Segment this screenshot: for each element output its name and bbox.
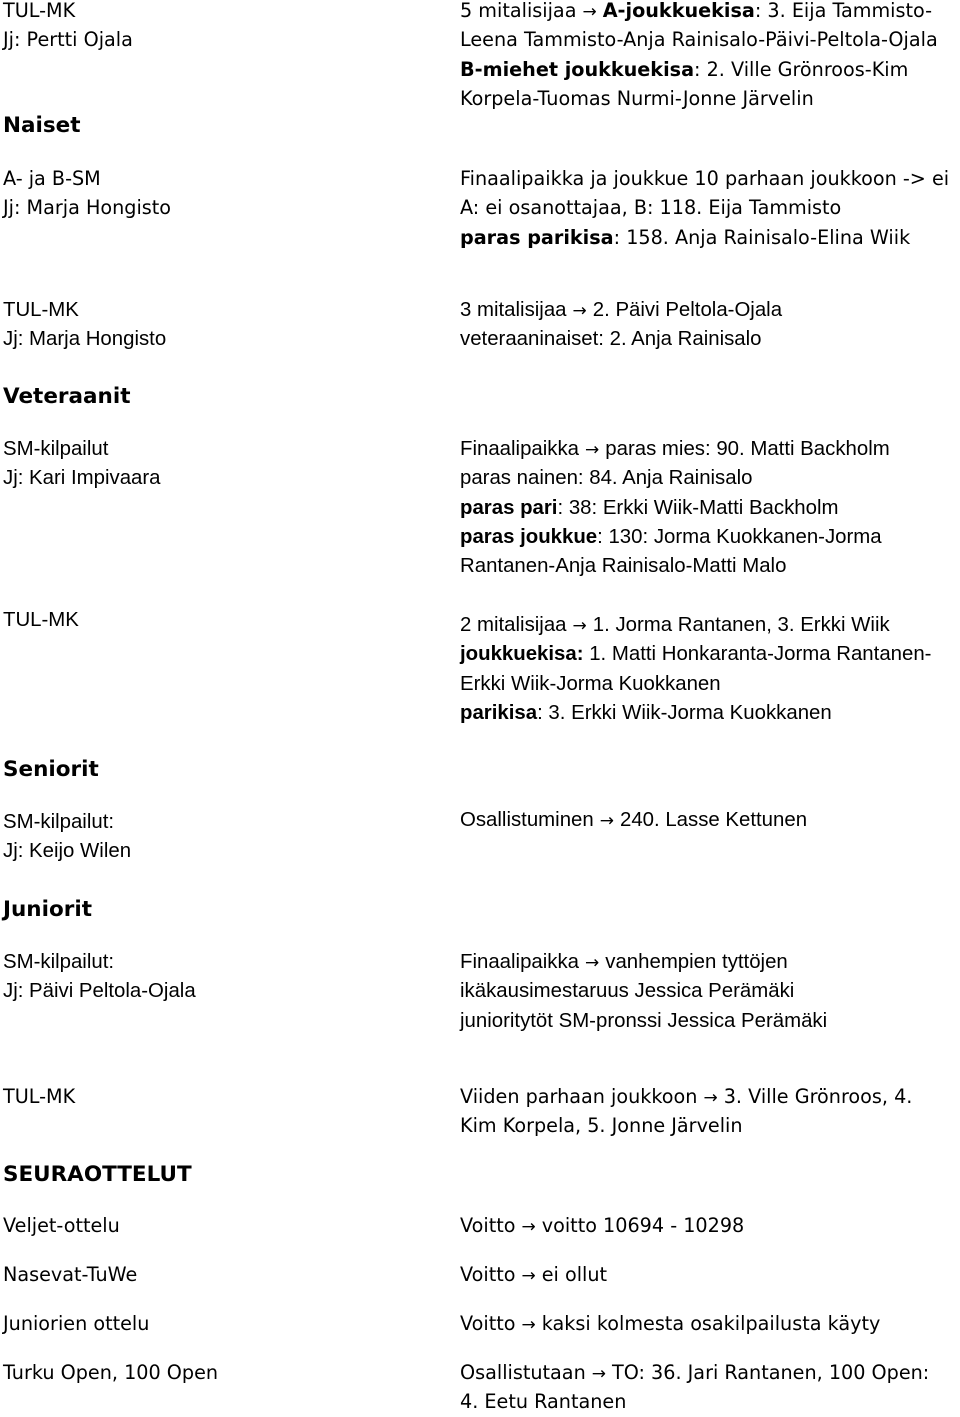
result-line: ikäkausimestaruus Jessica Perämäki [460,980,795,1003]
right-vet-tul-results [460,611,931,728]
result-line: paras joukkue: 130: Jorma Kuokkanen-Jorma [460,525,882,548]
left-jun-tul [3,1082,75,1111]
right-arrow-icon: → [521,1315,536,1335]
match-label: Turku Open, 100 Open [3,1361,219,1384]
result-line: A: ei osanottajaa, B: 118. Eija Tammisto [460,196,842,220]
left-turku [3,1358,218,1387]
org-label: TUL-MK [3,609,79,631]
left-naiset-tul [3,296,166,355]
left-vet-tul [3,606,79,635]
left-veljet [3,1211,120,1240]
left-seniorit-sm [3,808,131,867]
left-tul-top [3,0,133,55]
section-heading: Naiset [3,113,81,138]
result-line: 5 mitalisijaa → A-joukkuekisa: 3. Eija Tammisto- [460,0,933,22]
section-seuraottelut [3,1160,192,1190]
result-line: Viiden parhaan joukkoon → 3. Ville Grönroos, 4. [460,1085,913,1108]
left-nasevat [3,1260,137,1289]
section-naiset [3,111,81,141]
match-label: Nasevat-TuWe [3,1263,138,1286]
match-label: Juniorien ottelu [3,1312,150,1335]
org-label: TUL-MK [3,1085,76,1108]
right-turku-result [460,1358,929,1417]
result-line: 2 mitalisijaa → 1. Jorma Rantanen, 3. Erkki Wiik [460,614,890,636]
right-vet-sm-results [460,435,890,581]
right-arrow-icon: → [703,1088,718,1108]
result-line: Kim Korpela, 5. Jonne Järvelin [460,1114,743,1138]
right-arrow-icon: → [521,1217,536,1237]
right-top-results [460,0,938,113]
right-arrow-icon: → [585,953,600,973]
leader-label: Jj: Kari Impivaara [3,467,161,490]
result-line: B-miehet joukkuekisa: 2. Ville Grönroos-Kim [460,57,909,81]
result-line: paras nainen: 84. Anja Rainisalo [460,467,753,490]
right-arrow-icon: → [599,811,614,831]
section-heading: Seniorit [3,757,99,782]
competition-label: SM-kilpailut: [3,951,115,973]
right-juniorien-result [460,1309,880,1338]
section-heading: SEURAOTTELUT [3,1162,192,1187]
result-line: Finaalipaikka → paras mies: 90. Matti Backholm [460,438,890,460]
section-juniorit [3,895,92,925]
left-naiset-sm [3,164,171,223]
competition-label: SM-kilpailut: [3,811,115,833]
result-line: veteraaninaiset: 2. Anja Rainisalo [460,328,762,351]
result-line: paras pari: 38: Erkki Wiik-Matti Backholm [460,496,839,519]
right-arrow-icon: → [521,1266,536,1286]
right-arrow-icon: → [582,2,597,22]
result-line: Voitto → voitto 10694 - 10298 [460,1214,745,1237]
section-heading: Juniorit [3,897,93,922]
org-label: TUL-MK [3,0,76,22]
section-veteraanit [3,382,130,412]
leader-label: Jj: Pertti Ojala [3,28,133,52]
left-juniorit-sm [3,948,196,1007]
section-heading: Veteraanit [3,384,131,409]
leader-label: Jj: Marja Hongisto [3,328,167,351]
result-line: 3 mitalisijaa → 2. Päivi Peltola-Ojala [460,299,783,321]
right-jun-tul-results [460,1082,912,1141]
result-line: paras parikisa: 158. Anja Rainisalo-Elina Wiik [460,225,911,249]
competition-label: A- ja B-SM [3,167,101,190]
right-nasevat-result [460,1260,607,1289]
left-juniorien [3,1309,149,1338]
result-line: Voitto → kaksi kolmesta osakilpailusta käyty [460,1312,881,1335]
result-line: Voitto → ei ollut [460,1263,608,1286]
result-line: Erkki Wiik-Jorma Kuokkanen [460,672,721,695]
right-seniorit-results [460,806,807,835]
result-line: Rantanen-Anja Rainisalo-Matti Malo [460,555,787,578]
leader-label: Jj: Marja Hongisto [3,196,172,220]
right-arrow-icon: → [572,301,587,321]
right-naiset-results [460,164,949,252]
right-arrow-icon: → [585,440,600,460]
competition-label: SM-kilpailut [3,438,109,460]
result-line: parikisa: 3. Erkki Wiik-Jorma Kuokkanen [460,701,832,724]
result-line: Finaalipaikka → vanhempien tyttöjen [460,951,788,973]
result-line: Korpela-Tuomas Nurmi-Jonne Järvelin [460,86,814,110]
result-line: Finaalipaikka ja joukkue 10 parhaan joukkoon -> ei [460,167,950,190]
right-veljet-result [460,1211,744,1240]
org-label: TUL-MK [3,299,79,321]
result-line: junioritytöt SM-pronssi Jessica Perämäki [460,1009,828,1032]
left-vet-sm [3,435,161,494]
section-seniorit [3,755,99,785]
right-juniorit-results [460,948,827,1036]
result-line: Osallistuminen → 240. Lasse Kettunen [460,809,808,831]
right-naiset-tul-results [460,296,782,355]
right-arrow-icon: → [591,1364,606,1384]
result-line: joukkuekisa: 1. Matti Honkaranta-Jorma Rantanen- [460,643,932,666]
result-line: Leena Tammisto-Anja Rainisalo-Päivi-Peltola-Ojala [460,28,938,52]
result-line: 4. Eetu Rantanen [460,1390,627,1414]
match-label: Veljet-ottelu [3,1214,120,1237]
result-line: Osallistutaan → TO: 36. Jari Rantanen, 100 Open: [460,1361,930,1384]
leader-label: Jj: Päivi Peltola-Ojala [3,980,196,1003]
right-arrow-icon: → [572,616,587,636]
leader-label: Jj: Keijo Wilen [3,840,132,863]
